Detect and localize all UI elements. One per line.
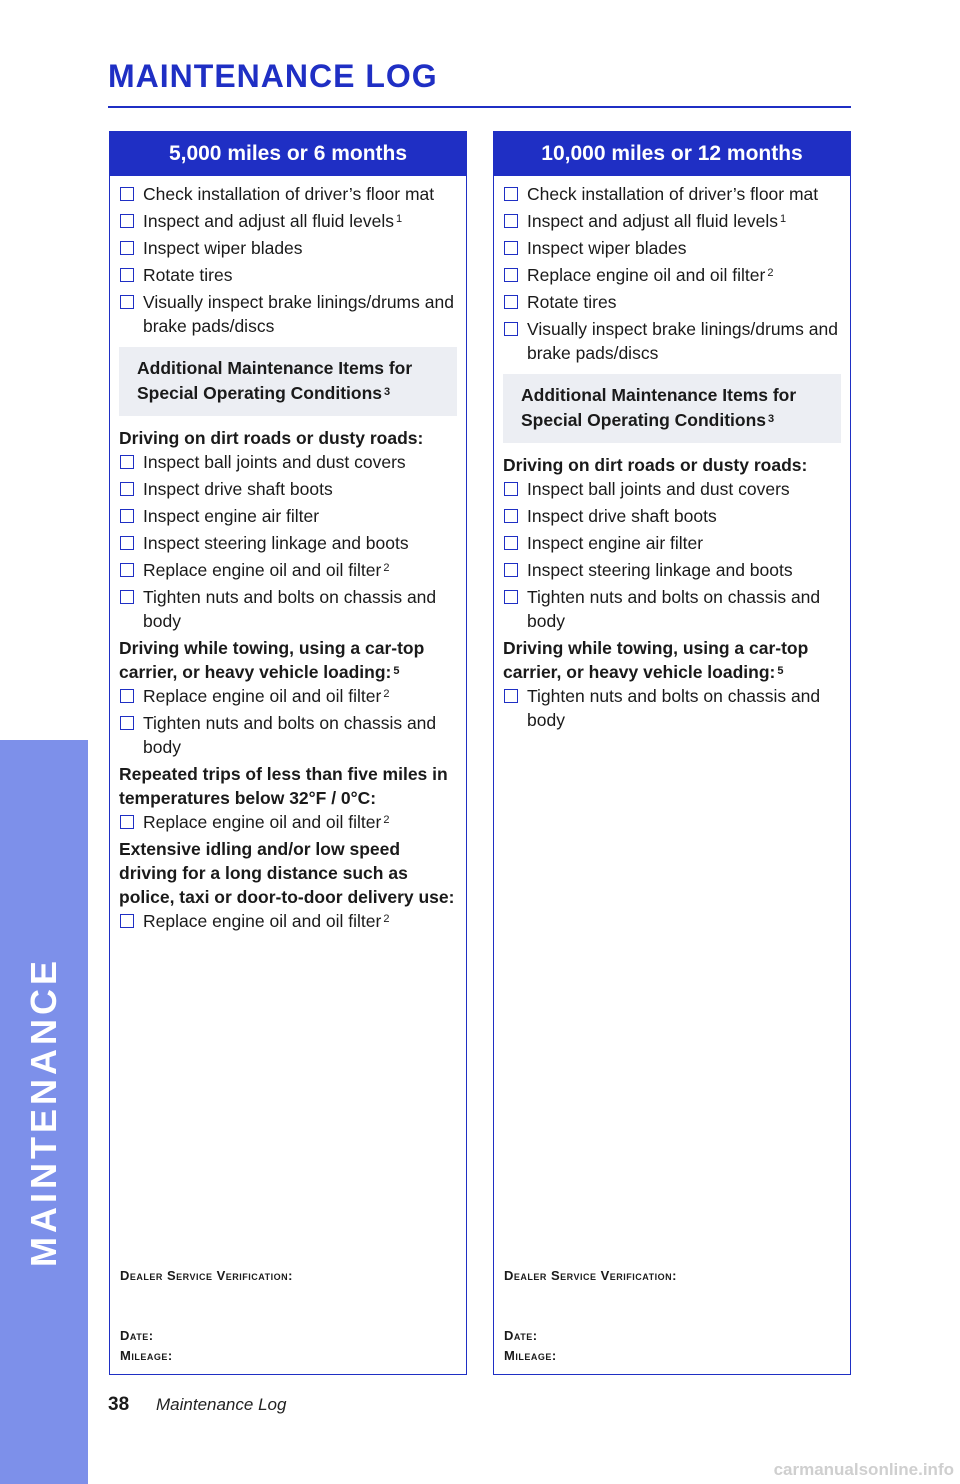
condition-heading-text: Driving while towing, using a car-top carrier, or heavy vehicle loading:: [503, 638, 809, 682]
page-title: MAINTENANCE LOG: [108, 58, 438, 94]
panel-header: 10,000 miles or 12 months: [494, 132, 850, 176]
dealer-verification-label: Dealer Service Verification:: [120, 1268, 293, 1283]
condition-heading-text: Driving while towing, using a car-top carrier, or heavy vehicle loading:: [119, 638, 425, 682]
footnote-marker: 1: [779, 213, 787, 225]
checklist-item: [503, 209, 841, 233]
condition-heading: [503, 453, 841, 477]
condition-heading-text: Driving on dirt roads or dusty roads:: [119, 428, 424, 448]
footnote-marker: 3: [384, 386, 391, 398]
checkbox-icon[interactable]: [504, 482, 518, 496]
checklist-item: [503, 182, 841, 206]
checklist-item-text: Replace engine oil and oil filter: [143, 560, 382, 580]
checklist-item-text: Replace engine oil and oil filter: [143, 812, 382, 832]
checkbox-icon[interactable]: [120, 914, 134, 928]
checklist-item: [503, 558, 841, 582]
checkbox-icon[interactable]: [504, 268, 518, 282]
checklist-item: [119, 290, 457, 338]
checklist-item: [119, 711, 457, 759]
checklist-item-text: Check installation of driver’s floor mat: [143, 184, 435, 204]
checklist-item-text: Tighten nuts and bolts on chassis and body: [527, 587, 821, 631]
checkbox-icon[interactable]: [120, 536, 134, 550]
mileage-label: Mileage:: [120, 1348, 173, 1363]
footnote-marker: 2: [383, 688, 390, 700]
checklist-item: [119, 209, 457, 233]
checklist-item: [503, 477, 841, 501]
special-conditions-line1: Additional Maintenance Items for: [521, 385, 797, 405]
checklist-item-text: Inspect wiper blades: [143, 238, 303, 258]
checkbox-icon[interactable]: [120, 187, 134, 201]
checklist-item-text: Inspect steering linkage and boots: [527, 560, 793, 580]
checkbox-icon[interactable]: [504, 295, 518, 309]
panel-5000-miles: [109, 131, 467, 1375]
date-label: Date:: [120, 1328, 154, 1343]
condition-heading: [119, 837, 457, 909]
checklist-item: [503, 263, 841, 287]
checkbox-icon[interactable]: [120, 563, 134, 577]
checklist-item-text: Inspect and adjust all fluid levels: [143, 211, 394, 231]
special-conditions-line1: Additional Maintenance Items for: [137, 358, 413, 378]
footnote-marker: 1: [395, 213, 403, 225]
special-conditions-box: [119, 347, 457, 416]
checkbox-icon[interactable]: [120, 295, 134, 309]
special-conditions-box: [503, 374, 841, 443]
checkbox-icon[interactable]: [120, 268, 134, 282]
checklist-item: [503, 504, 841, 528]
mileage-label: Mileage:: [504, 1348, 557, 1363]
date-label: Date:: [504, 1328, 538, 1343]
special-conditions-text: Special Operating Conditions: [137, 383, 383, 403]
footnote-marker: 5: [393, 665, 400, 677]
side-tab-label: MAINTENANCE: [23, 957, 64, 1267]
checklist-item: [503, 531, 841, 555]
checkbox-icon[interactable]: [504, 563, 518, 577]
checklist-item: [119, 182, 457, 206]
checklist-item-text: Tighten nuts and bolts on chassis and body: [527, 686, 821, 730]
checklist-item-text: Check installation of driver’s floor mat: [527, 184, 819, 204]
checklist-item-text: Rotate tires: [143, 265, 233, 285]
checklist-item: [503, 317, 841, 365]
checklist-item: [119, 477, 457, 501]
special-conditions-line2: [521, 408, 823, 433]
checklist-item-text: Inspect wiper blades: [527, 238, 687, 258]
checkbox-icon[interactable]: [120, 214, 134, 228]
checklist-item-text: Replace engine oil and oil filter: [527, 265, 766, 285]
checklist-item-text: Replace engine oil and oil filter: [143, 686, 382, 706]
checkbox-icon[interactable]: [120, 590, 134, 604]
watermark: carmanualsonline.info: [773, 1460, 954, 1479]
panel-body: [494, 176, 850, 732]
dealer-verification-label: Dealer Service Verification:: [504, 1268, 677, 1283]
checklist-item-text: Inspect ball joints and dust covers: [143, 452, 406, 472]
checklist-item-text: Visually inspect brake linings/drums and brake pads/discs: [527, 319, 838, 363]
panel-header: 5,000 miles or 6 months: [110, 132, 466, 176]
page-number: 38: [108, 1394, 130, 1415]
checkbox-icon[interactable]: [504, 214, 518, 228]
checkbox-icon[interactable]: [504, 241, 518, 255]
panel-body: [110, 176, 466, 933]
special-conditions-text: Special Operating Conditions: [521, 410, 767, 430]
footnote-marker: 2: [383, 562, 390, 574]
checklist-item-text: Rotate tires: [527, 292, 617, 312]
checkbox-icon[interactable]: [120, 689, 134, 703]
checkbox-icon[interactable]: [120, 509, 134, 523]
checkbox-icon[interactable]: [120, 716, 134, 730]
title-divider: [108, 106, 851, 108]
panel-10000-miles: [493, 131, 851, 1375]
checklist-item-text: Inspect and adjust all fluid levels: [527, 211, 778, 231]
checkbox-icon[interactable]: [120, 241, 134, 255]
condition-heading: [119, 636, 457, 684]
checklist-item: [503, 684, 841, 732]
condition-heading: [119, 426, 457, 450]
checklist-item-text: Inspect steering linkage and boots: [143, 533, 409, 553]
checklist-item-text: Inspect drive shaft boots: [527, 506, 717, 526]
checklist-item: [119, 531, 457, 555]
checklist-item: [503, 585, 841, 633]
checklist-item-text: Tighten nuts and bolts on chassis and body: [143, 713, 437, 757]
condition-heading-text: Driving on dirt roads or dusty roads:: [503, 455, 808, 475]
checklist-item: [119, 263, 457, 287]
footnote-marker: 3: [768, 413, 775, 425]
checklist-item: [119, 504, 457, 528]
footer-section-label: Maintenance Log: [156, 1395, 287, 1414]
checklist-item: [119, 684, 457, 708]
checkbox-icon[interactable]: [120, 815, 134, 829]
checklist-item-text: Inspect ball joints and dust covers: [527, 479, 790, 499]
condition-heading: [503, 636, 841, 684]
checklist-item: [119, 236, 457, 260]
checklist-item-text: Visually inspect brake linings/drums and brake pads/discs: [143, 292, 454, 336]
checklist-item-text: Tighten nuts and bolts on chassis and body: [143, 587, 437, 631]
checkbox-icon[interactable]: [504, 689, 518, 703]
condition-heading: [119, 762, 457, 810]
footnote-marker: 2: [383, 913, 390, 925]
checklist-item-text: Inspect engine air filter: [527, 533, 704, 553]
footnote-marker: 5: [777, 665, 784, 677]
checklist-item: [119, 585, 457, 633]
checklist-item-text: Replace engine oil and oil filter: [143, 911, 382, 931]
checkbox-icon[interactable]: [504, 322, 518, 336]
checklist-item: [119, 810, 457, 834]
checklist-item: [503, 236, 841, 260]
checkbox-icon[interactable]: [120, 455, 134, 469]
checkbox-icon[interactable]: [504, 536, 518, 550]
footnote-marker: 2: [767, 267, 774, 279]
checklist-item-text: Inspect drive shaft boots: [143, 479, 333, 499]
checkbox-icon[interactable]: [120, 482, 134, 496]
footnote-marker: 2: [383, 814, 390, 826]
checklist-item: [119, 450, 457, 474]
checklist-item: [119, 558, 457, 582]
checklist-item-text: Inspect engine air filter: [143, 506, 320, 526]
checkbox-icon[interactable]: [504, 509, 518, 523]
checkbox-icon[interactable]: [504, 187, 518, 201]
special-conditions-line2: [137, 381, 439, 406]
condition-heading-text: Extensive idling and/or low speed driving for a long distance such as police, taxi or door-to-door delivery use:: [119, 839, 455, 907]
condition-heading-text: Repeated trips of less than five miles in temperatures below 32°F / 0°C:: [119, 764, 448, 808]
checklist-item: [119, 909, 457, 933]
checkbox-icon[interactable]: [504, 590, 518, 604]
checklist-item: [503, 290, 841, 314]
